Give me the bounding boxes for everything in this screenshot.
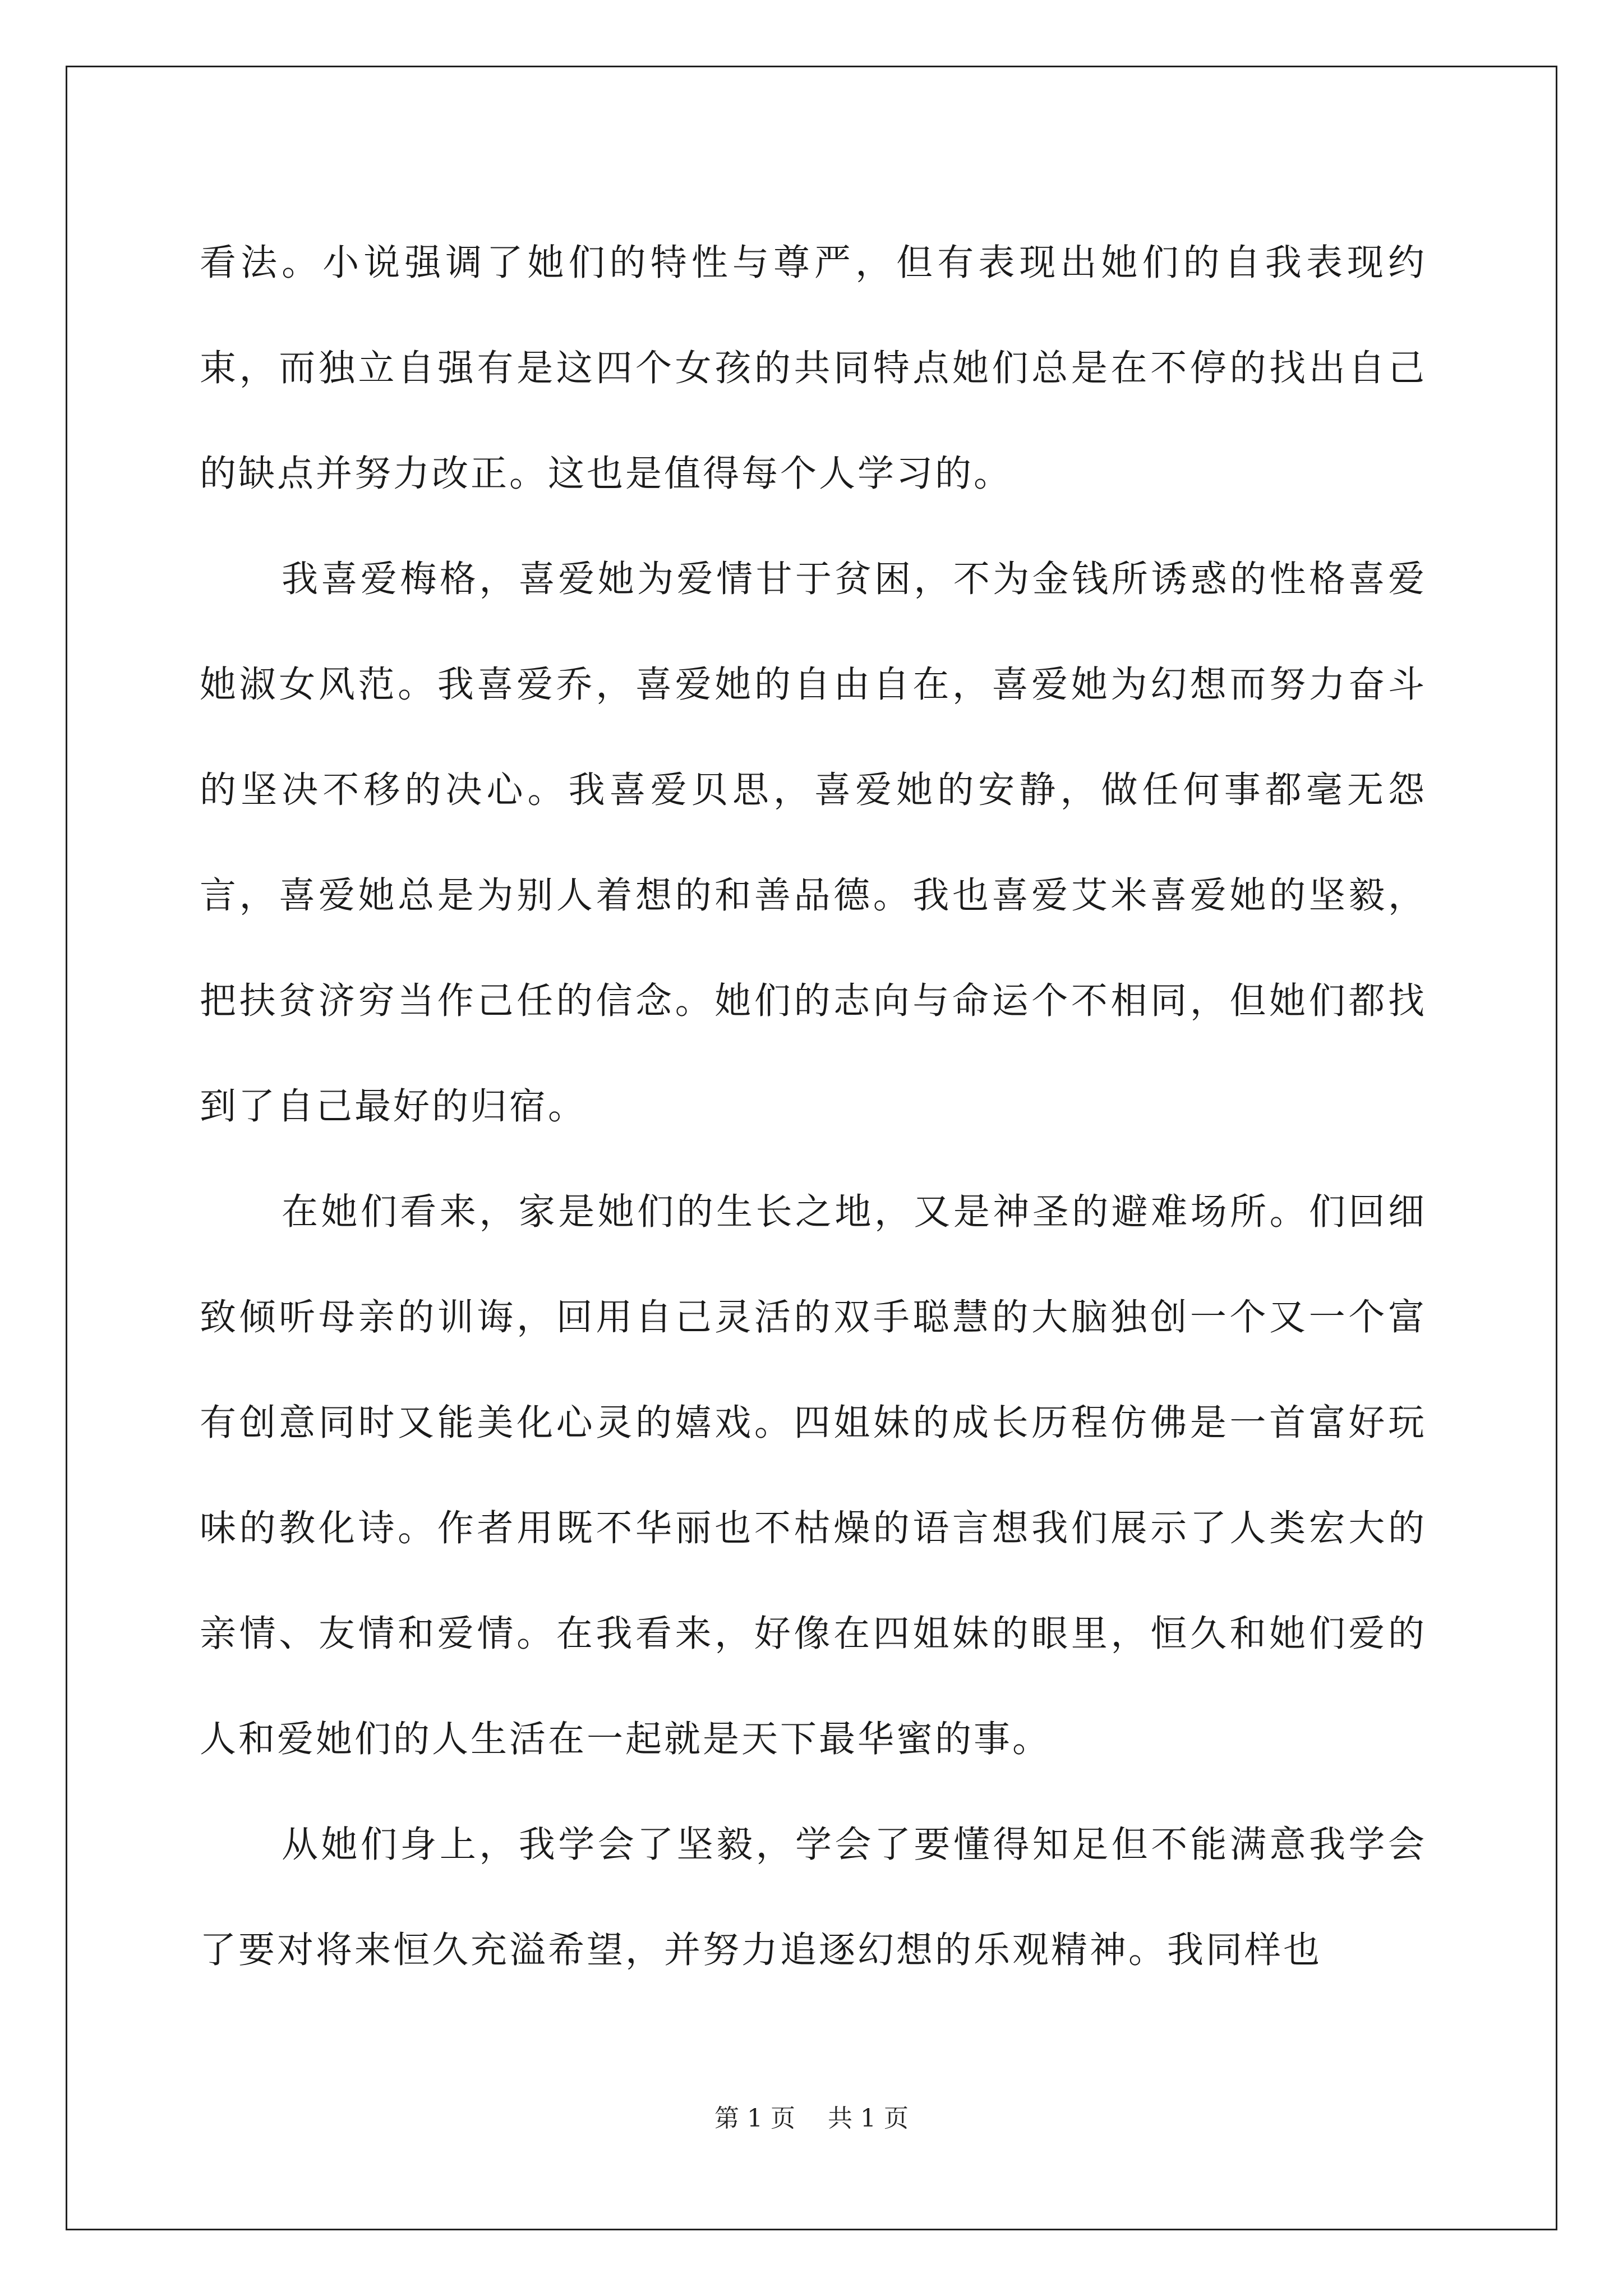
page-number-footer: 第 1 页 共 1 页 bbox=[714, 2104, 909, 2133]
paragraph-1: 看法。小说强调了她们的特性与尊严，但有表现出她们的自我表现约束，而独立自强有是这四个女孩的共同特点她们总是在不停的找出自己的缺点并努力改正。这也是值得每个人学习的。 bbox=[200, 242, 1427, 495]
paragraph-4: 从她们身上，我学会了坚毅，学会了要懂得知足但不能满意我学会了要对将来恒久充溢希望，并努力追逐幻想的乐观精神。我同样也 bbox=[200, 1824, 1427, 1971]
paragraph-3: 在她们看来，家是她们的生长之地，又是神圣的避难场所。们回细致倾听母亲的训诲，回用自己灵活的双手聪慧的大脑独创一个又一个富有创意同时又能美化心灵的嬉戏。四姐妹的成长历程仿佛是一首富好玩味的教化诗。作者用既不华丽也不枯燥的语言想我们展示了人类宏大的亲情、友情和爱情。在我看来，好像在四姐妹的眼里，恒久和她们爱的人和爱她们的人生活在一起就是天下最华蜜的事。 bbox=[200, 1191, 1427, 1760]
document-body bbox=[200, 210, 1427, 2003]
paragraph-2: 我喜爱梅格，喜爱她为爱情甘于贫困，不为金钱所诱惑的性格喜爱她淑女风范。我喜爱乔，喜爱她的自由自在，喜爱她为幻想而努力奋斗的坚决不移的决心。我喜爱贝思，喜爱她的安静，做任何事都毫无怨言，喜爱她总是为别人着想的和善品德。我也喜爱艾米喜爱她的坚毅，把扶贫济穷当作己任的信念。她们的志向与命运个不相同，但她们都找到了自己最好的归宿。 bbox=[200, 558, 1427, 1128]
